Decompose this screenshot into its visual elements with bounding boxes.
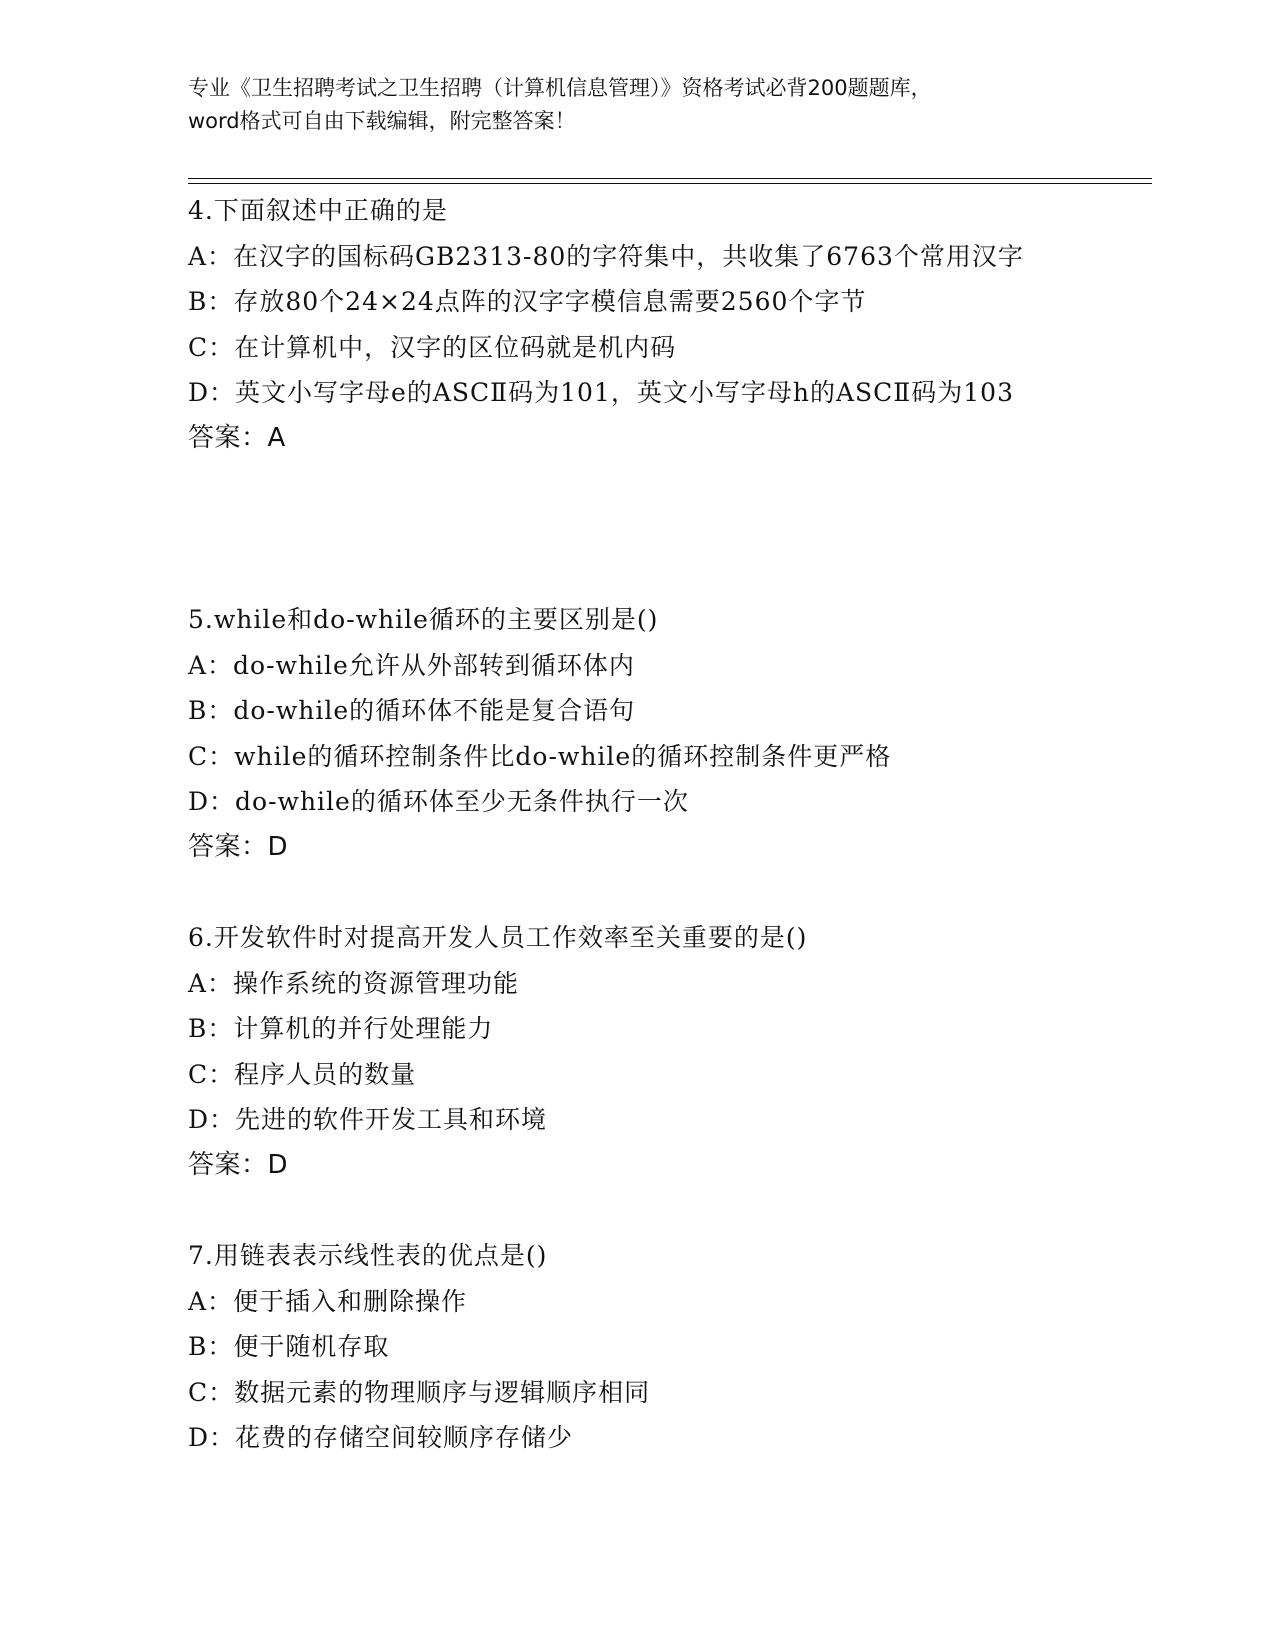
question-7	[188, 1233, 1068, 1461]
header-divider-top	[188, 178, 1152, 179]
question-stem: 4.下面叙述中正确的是	[188, 196, 448, 225]
option-d: D：花费的存储空间较顺序存储少	[188, 1423, 574, 1452]
option-a: A：在汉字的国标码GB2313-80的字符集中，共收集了6763个常用汉字	[188, 241, 1024, 271]
answer: 答案：D	[188, 1149, 289, 1180]
option-d: D：英文小写字母e的ASCⅡ码为101，英文小写字母h的ASCⅡ码为103	[188, 378, 1014, 407]
option-a: A：do-while允许从外部转到循环体内	[188, 650, 635, 680]
question-4	[188, 188, 1068, 461]
question-stem: 6.开发软件时对提高开发人员工作效率至关重要的是()	[188, 923, 808, 952]
question-6	[188, 915, 1068, 1188]
option-a: A：操作系统的资源管理功能	[188, 968, 520, 998]
option-d: D：do-while的循环体至少无条件执行一次	[188, 787, 689, 816]
option-c: C：数据元素的物理顺序与逻辑顺序相同	[188, 1377, 651, 1407]
answer: 答案：A	[188, 422, 286, 453]
header-divider-bottom	[188, 183, 1152, 184]
option-c: C：在计算机中，汉字的区位码就是机内码	[188, 332, 677, 362]
option-d: D：先进的软件开发工具和环境	[188, 1105, 548, 1134]
option-b: B：存放80个24×24点阵的汉字字模信息需要2560个字节	[188, 287, 867, 316]
header-title-line-1: 专业《卫生招聘考试之卫生招聘（计算机信息管理）》资格考试必背200题题库，	[188, 76, 932, 100]
question-stem: 7.用链表表示线性表的优点是()	[188, 1241, 548, 1270]
option-c: C：while的循环控制条件比do-while的循环控制条件更严格	[188, 741, 892, 771]
option-b: B：计算机的并行处理能力	[188, 1014, 494, 1043]
option-a: A：便于插入和删除操作	[188, 1286, 468, 1316]
question-stem: 5.while和do-while循环的主要区别是()	[188, 605, 659, 634]
answer: 答案：D	[188, 831, 289, 862]
header-title-line-2: word格式可自由下载编辑，附完整答案！	[188, 109, 576, 133]
option-b: B：do-while的循环体不能是复合语句	[188, 696, 636, 725]
option-b: B：便于随机存取	[188, 1332, 390, 1361]
question-5	[188, 597, 1068, 870]
document-header	[188, 72, 1088, 138]
option-c: C：程序人员的数量	[188, 1059, 417, 1089]
